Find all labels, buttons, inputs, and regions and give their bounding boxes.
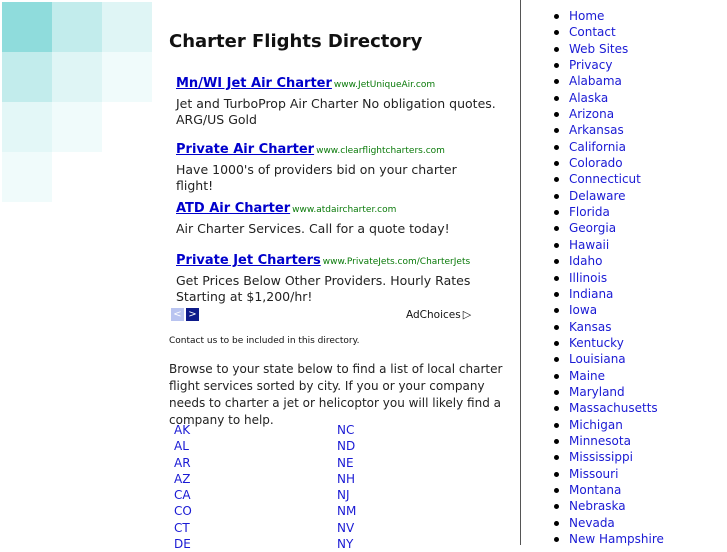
sidebar-item [548, 57, 664, 73]
ad-url[interactable]: www.atdaircharter.com [292, 205, 397, 215]
ad-header [176, 251, 496, 270]
bullet-icon [554, 455, 559, 460]
sidebar-nav [548, 8, 664, 547]
sidebar-item [548, 90, 664, 106]
adchoices-label: AdChoices [406, 309, 461, 321]
sidebar-item [548, 286, 664, 302]
sidebar-link-state[interactable]: California [569, 139, 626, 154]
sidebar-link-state[interactable]: Connecticut [569, 172, 641, 187]
ad-title-link[interactable]: ATD Air Charter [176, 201, 291, 216]
state-abbrev-link[interactable]: NM [337, 504, 357, 519]
state-abbrev-link[interactable]: NV [337, 520, 355, 535]
tile [102, 52, 152, 102]
bullet-icon [554, 521, 559, 526]
sidebar-item [548, 237, 664, 253]
sidebar-item [548, 368, 664, 384]
bullet-icon [554, 30, 559, 35]
sidebar-item [548, 122, 664, 138]
bullet-icon [554, 259, 559, 264]
sidebar-item [548, 73, 664, 89]
tile [2, 152, 52, 202]
bullet-icon [554, 161, 559, 166]
bullet-icon [554, 210, 559, 215]
sidebar-item [548, 515, 664, 531]
bullet-icon [554, 504, 559, 509]
bullet-icon [554, 488, 559, 493]
sidebar-link-state[interactable]: Iowa [569, 303, 598, 318]
ad-url[interactable]: www.PrivateJets.com/CharterJets [322, 257, 471, 267]
sidebar-link-state[interactable]: Arkansas [569, 123, 624, 138]
page-title: Charter Flights Directory [169, 31, 423, 52]
sidebar-item [548, 498, 664, 514]
decorative-tile-mosaic [0, 0, 152, 202]
state-abbrev-link[interactable]: CA [174, 488, 191, 503]
ad-unit [176, 140, 496, 194]
sidebar-link-state[interactable]: Colorado [569, 156, 623, 171]
ad-url[interactable]: www.clearflightcharters.com [316, 146, 445, 156]
ad-prev-button[interactable]: < [171, 308, 184, 321]
ad-next-button[interactable]: > [186, 308, 199, 321]
state-abbrev-column [337, 422, 397, 552]
browse-intro-text: Browse to your state below to find a list of local charter flight services sorted by city. If you or your company needs to charter a jet or helicoptor you will likely find a company to help. [169, 362, 503, 427]
state-abbrev-link[interactable]: NC [337, 423, 355, 437]
sidebar-item [548, 270, 664, 286]
sidebar-item [548, 106, 664, 122]
state-abbrev-link[interactable]: NJ [337, 488, 350, 503]
tile [52, 102, 102, 152]
bullet-icon [554, 406, 559, 411]
state-abbrev-link[interactable]: AZ [174, 471, 191, 486]
bullet-icon [554, 96, 559, 101]
bullet-icon [554, 472, 559, 477]
bullet-icon [554, 79, 559, 84]
ad-unit [176, 74, 496, 128]
contact-note: Contact us to be included in this directory. [169, 336, 360, 346]
bullet-icon [554, 112, 559, 117]
sidebar-item [548, 253, 664, 269]
bullet-icon [554, 537, 559, 542]
sidebar-link-state[interactable]: Georgia [569, 221, 617, 236]
ad-title-link[interactable]: Mn/WI Jet Air Charter [176, 76, 332, 91]
state-abbrev-link[interactable]: AK [174, 423, 191, 437]
bullet-icon [554, 292, 559, 297]
sidebar-link-state[interactable]: Alaska [569, 90, 609, 105]
tile [2, 52, 52, 102]
tile [2, 2, 52, 52]
ad-description: Get Prices Below Other Providers. Hourly Rates Starting at $1,200/hr! [176, 273, 471, 304]
ad-header [176, 74, 496, 93]
sidebar-item [548, 482, 664, 498]
sidebar-link-web-sites[interactable]: Web Sites [569, 41, 629, 56]
sidebar-link-state[interactable]: Kansas [569, 319, 612, 334]
sidebar-link-state[interactable]: Alabama [569, 74, 622, 89]
sidebar-link-home[interactable]: Home [569, 9, 605, 23]
sidebar-item [548, 417, 664, 433]
sidebar-item [548, 384, 664, 400]
ad-unit [176, 251, 496, 305]
sidebar-item [548, 335, 664, 351]
bullet-icon [554, 439, 559, 444]
ad-url[interactable]: www.JetUniqueAir.com [333, 80, 436, 90]
sidebar-item [548, 433, 664, 449]
ad-unit [176, 199, 496, 237]
sidebar-link-state[interactable]: New Hampshire [569, 532, 664, 546]
ad-title-link[interactable]: Private Jet Charters [176, 253, 321, 268]
ad-header [176, 140, 496, 159]
bullet-icon [554, 325, 559, 330]
state-abbrev-link[interactable]: NY [337, 537, 354, 552]
state-abbrev-link[interactable]: NE [337, 455, 354, 470]
ad-description: Have 1000's of providers bid on your charter flight! [176, 162, 457, 193]
state-abbrev-link[interactable]: AL [174, 439, 189, 454]
bullet-icon [554, 341, 559, 346]
sidebar-item [548, 400, 664, 416]
bullet-icon [554, 374, 559, 379]
sidebar-link-state[interactable]: Missouri [569, 466, 619, 481]
state-abbrev-link[interactable]: AR [174, 455, 191, 470]
sidebar-item [548, 204, 664, 220]
sidebar-item [548, 188, 664, 204]
sidebar-link-state[interactable]: Massachusetts [569, 401, 658, 416]
bullet-icon [554, 276, 559, 281]
sidebar-item [548, 139, 664, 155]
bullet-icon [554, 390, 559, 395]
sidebar-link-state[interactable]: Florida [569, 205, 610, 220]
adchoices-icon: ▷ [462, 308, 472, 321]
ad-title-link[interactable]: Private Air Charter [176, 142, 315, 157]
tile [102, 2, 152, 52]
ad-description: Jet and TurboProp Air Charter No obligation quotes. ARG/US Gold [176, 96, 496, 127]
sidebar-link-state[interactable]: Maryland [569, 384, 625, 399]
bullet-icon [554, 128, 559, 133]
sidebar-link-state[interactable]: Minnesota [569, 433, 631, 448]
bullet-icon [554, 194, 559, 199]
bullet-icon [554, 308, 559, 313]
adchoices-link[interactable] [406, 308, 471, 321]
state-abbrev-column [174, 422, 234, 552]
sidebar-item [548, 41, 664, 57]
sidebar-link-state[interactable]: Louisiana [569, 352, 626, 367]
bullet-icon [554, 14, 559, 19]
tile [52, 52, 102, 102]
ad-description: Air Charter Services. Call for a quote today! [176, 221, 450, 236]
sidebar-link-state[interactable]: Delaware [569, 188, 626, 203]
bullet-icon [554, 145, 559, 150]
sidebar-link-state[interactable]: Mississippi [569, 450, 633, 465]
sidebar-item [548, 155, 664, 171]
bullet-icon [554, 47, 559, 52]
sidebar-link-state[interactable]: Arizona [569, 107, 615, 122]
sidebar-divider [520, 0, 521, 545]
bullet-icon [554, 357, 559, 362]
state-abbrev-link[interactable]: DE [174, 537, 191, 552]
sidebar-item [548, 351, 664, 367]
state-abbrev-link[interactable]: NH [337, 471, 355, 486]
sidebar-link-state[interactable]: Illinois [569, 270, 608, 285]
bullet-icon [554, 177, 559, 182]
sidebar-link-privacy[interactable]: Privacy [569, 58, 613, 73]
sidebar-item [548, 319, 664, 335]
sidebar-link-state[interactable]: Maine [569, 368, 606, 383]
sidebar-link-state[interactable]: Hawaii [569, 237, 610, 252]
ad-header [176, 199, 496, 218]
state-abbrev-link[interactable]: CT [174, 520, 190, 535]
bullet-icon [554, 243, 559, 248]
bullet-icon [554, 423, 559, 428]
tile [52, 2, 102, 52]
sidebar-item [548, 449, 664, 465]
sidebar-item [548, 220, 664, 236]
sidebar-link-state[interactable]: Indiana [569, 286, 614, 301]
bullet-icon [554, 226, 559, 231]
sidebar-item [548, 302, 664, 318]
sidebar-link-state[interactable]: Montana [569, 482, 622, 497]
sidebar-link-state[interactable]: Nebraska [569, 499, 626, 514]
tile [2, 102, 52, 152]
sidebar-link-state[interactable]: Nevada [569, 515, 615, 530]
sidebar-link-contact[interactable]: Contact [569, 25, 616, 40]
sidebar-item [548, 171, 664, 187]
state-abbrev-link[interactable]: ND [337, 439, 356, 454]
sidebar-link-state[interactable]: Michigan [569, 417, 623, 432]
sidebar-item [548, 466, 664, 482]
state-abbrev-link[interactable]: CO [174, 504, 192, 519]
sidebar-link-state[interactable]: Idaho [569, 254, 603, 269]
bullet-icon [554, 63, 559, 68]
sidebar-link-state[interactable]: Kentucky [569, 335, 624, 350]
ad-navigation [171, 308, 201, 327]
sidebar-item [548, 24, 664, 40]
sidebar-item [548, 8, 664, 24]
